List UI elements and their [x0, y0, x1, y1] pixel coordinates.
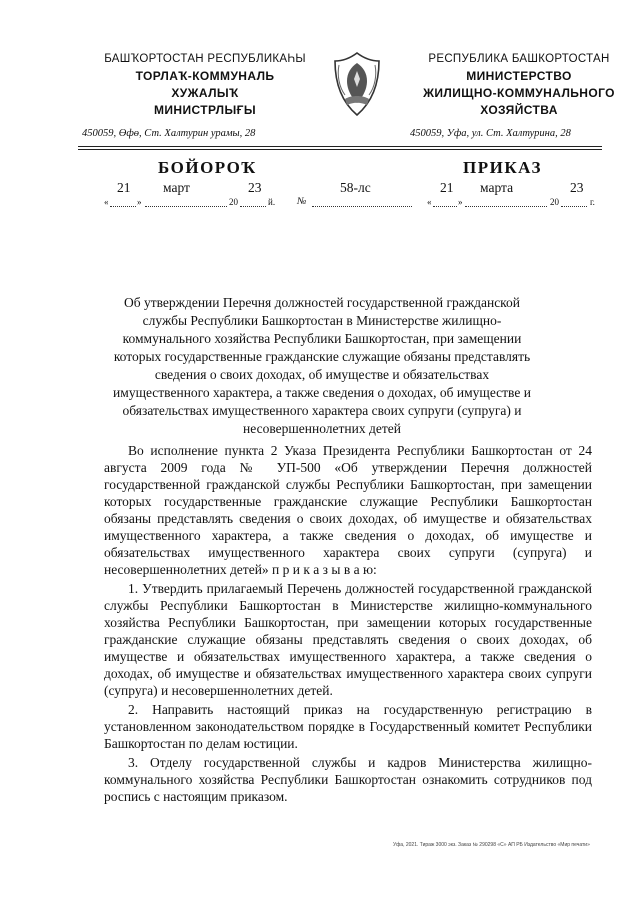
date-day-right: 21	[440, 180, 454, 195]
date-year-right: 23	[570, 180, 584, 195]
coat-of-arms-icon	[327, 49, 387, 121]
print-footnote: Уфа, 2021. Тираж 3000 экз. Заказ № 290298 «С» АП РБ Издательство «Мир печати»	[393, 842, 590, 848]
address-russian: 450059, Уфа, ул. Ст. Халтурина, 28	[410, 128, 571, 139]
ministry-name-line: ТОРЛАҠ-КОММУНАЛЬ	[135, 69, 275, 83]
header-divider	[78, 149, 602, 150]
number-label: №	[297, 196, 307, 207]
body-item-2: 2. Направить настоящий приказ на государственную регистрацию в установленном законодательством порядке в Государственный комитет Республики Башкортостан по делам юстиции.	[104, 702, 592, 751]
body-item-3: 3. Отделу государственной службы и кадров Министерства жилищно-коммунального хозяйства Республики Башкортостан ознакомить сотрудников под роспись с настоящим приказом.	[104, 755, 592, 804]
date-day-underline	[433, 206, 457, 207]
address-bashkir: 450059, Өфө, Ст. Халтурин урамы, 28	[82, 128, 256, 139]
date-year-prefix: 20	[229, 197, 238, 207]
number-underline	[312, 206, 412, 207]
date-year-left: 23	[248, 180, 262, 195]
date-year-prefix: 20	[550, 197, 559, 207]
date-month-underline	[145, 206, 227, 207]
letterhead-bashkir	[80, 51, 330, 119]
doc-type-bashkir: БОЙОРОҠ	[158, 158, 257, 177]
date-year-underline	[240, 206, 266, 207]
date-suffix-right: г.	[590, 197, 595, 207]
ministry-name-line: МИНИСТРЛЫҒЫ	[154, 103, 256, 117]
body-intro: Во исполнение пункта 2 Указа Президента Республики Башкортостан от 24 августа 2009 года № УП-500 «Об утверждении Перечня должностей государственной гражданской службы Республики Башкортостан, при замещении которых государственные гражданские служащие Республики Башкортостан обязаны представлять сведения о своих доходах, об имуществе и обязательствах имущественного характера, а также сведения о доходах, об имуществе и обязательствах имущественного характера своих супруги (супруга) и несовершеннолетних детей» п р и к а з ы в а ю:	[104, 443, 592, 577]
ministry-name-line: ХУЖАЛЫҠ	[171, 86, 239, 100]
date-month-right: марта	[480, 180, 514, 195]
date-quote-close: »	[137, 197, 142, 207]
date-day-underline	[110, 206, 136, 207]
ministry-name-line: ЖИЛИЩНО-КОММУНАЛЬНОГО	[423, 86, 615, 100]
republic-name-russian: РЕСПУБЛИКА БАШКОРТОСТАН	[428, 53, 610, 65]
date-year-underline	[561, 206, 587, 207]
date-month-underline	[465, 206, 547, 207]
date-quote-open: «	[104, 197, 109, 207]
order-number: 58-лс	[340, 180, 371, 195]
header-divider	[78, 146, 602, 147]
republic-name-bashkir: БАШҠОРТОСТАН РЕСПУБЛИКАҺЫ	[104, 53, 306, 65]
date-month-left: март	[163, 180, 190, 195]
date-day-left: 21	[117, 180, 131, 195]
order-title: Об утверждении Перечня должностей государственной гражданской службы Республики Башкортостан в Министерстве жилищно-коммунального хозяйства Республики Башкортостан, при замещении которых государственные гражданские служащие обязаны представлять сведения о своих доходах, об имуществе и обязательствах имущественного характера, а также сведения о доходах, об имуществе и обязательствах имущественного характера своих супруги (супруга) и несовершеннолетних детей	[113, 295, 531, 436]
date-suffix-left: й.	[268, 197, 276, 207]
letterhead-russian	[394, 51, 640, 119]
doc-type-russian: ПРИКАЗ	[463, 158, 542, 177]
order-body	[104, 442, 592, 807]
ministry-name-line: ХОЗЯЙСТВА	[480, 103, 558, 117]
date-quote-close: »	[458, 197, 463, 207]
body-item-1: 1. Утвердить прилагаемый Перечень должностей государственной гражданской службы Республики Башкортостан в Министерстве жилищно-коммунального хозяйства Республики Башкортостан, при замещении которых государственные гражданские служащие обязаны представлять сведения о своих доходах, об имуществе и обязательствах имущественного характера, а также сведения о доходах, об имуществе и обязательствах имущественного характера своих супруги (супруга) и несовершеннолетних детей.	[104, 581, 592, 698]
date-quote-open: «	[427, 197, 432, 207]
ministry-name-line: МИНИСТЕРСТВО	[466, 69, 572, 83]
